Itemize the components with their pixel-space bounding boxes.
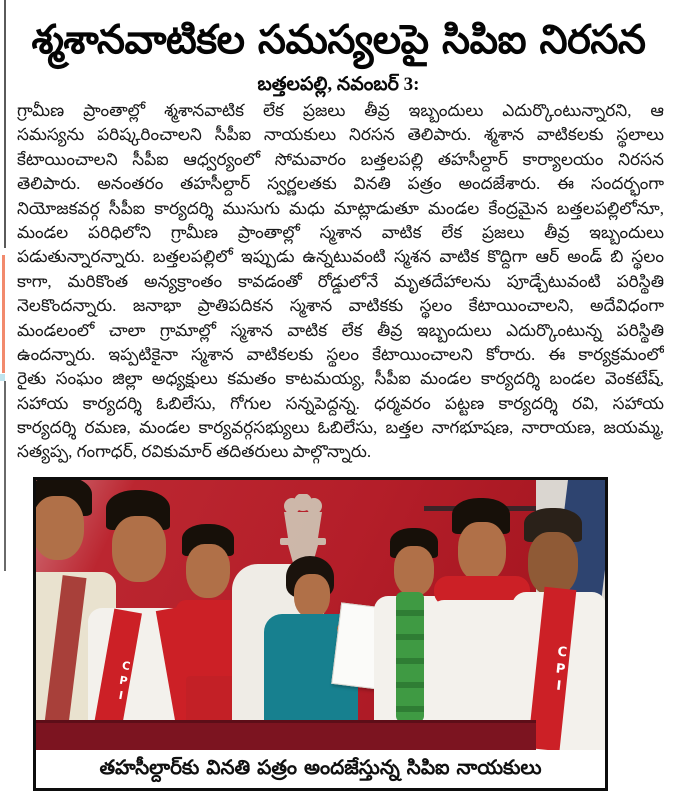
body-line: నియోజకవర్గ సీపీఐ కార్యదర్శి ముసుగు మధు మాట్లాడుతూ మండల కేంద్రమైన బత్తలపల్లిలోనూ,	[17, 198, 664, 218]
news-photo	[36, 480, 605, 750]
tahsildar-face	[294, 574, 330, 618]
body-line: రైతు సంఘం జిల్లా అధ్యక్షులు కమతం కాటమయ్య, సీపీఐ మండల కార్యదర్శి బండల వెంకటేష్,	[17, 369, 664, 389]
body-line: కేటాయించాలని సీపీఐ ఆధ్వర్యంలో సోమవారం బత్తలపల్లి తహసీల్దార్ కార్యాలయం నిరసన	[17, 149, 664, 169]
body-line: గ్రామీణ ప్రాంతాల్లో శ్మశానవాటిక లేక ప్రజలు తీవ్ర ఇబ్బందులు ఎదుర్కొంటున్నారని, ఆ	[17, 101, 664, 120]
person-face	[186, 544, 230, 598]
body-line: సహాయ కార్యదర్శి ఓబిలేసు, గోగుల సన్నపెద్దన్న. ధర్మవరం పట్టణ కార్యదర్శి రవి, సహాయ	[17, 393, 664, 413]
news-photo-frame	[33, 477, 608, 791]
scan-edge-color-strip	[2, 255, 5, 373]
scan-edge-blue-mark	[0, 374, 5, 381]
article-body	[17, 99, 664, 465]
body-line: నెలకొందన్నారు. జనాభా ప్రాతిపదికన స్మశాన వాటికకు స్థలం కేటాయించాలని, అదేవిధంగా	[17, 296, 664, 316]
body-line: తెలిపారు. అనంతరం తహసీల్దార్ స్వర్ణలతకు వినతి పత్రం అందజేశారు. ఈ సందర్భంగా	[17, 174, 664, 194]
scan-edge-line-bottom	[4, 381, 6, 571]
body-line: సత్యప్ప, గంగాధర్, రవికుమార్ తదితరులు పాల్గొన్నారు.	[17, 442, 372, 462]
article-dateline: బత్తలపల్లి, నవంబర్ 3:	[257, 74, 420, 95]
body-line: సమస్యను పరిష్కరించాలని సీపీఐ నాయకులు నిరసన తెలిపారు. శ్మశాన వాటికలకు స్థలాలు	[17, 125, 664, 145]
cpi-sash: CPI	[90, 609, 142, 750]
body-line: ఉందన్నారు. ఇప్పటికైనా స్మశాన వాటికలకు స్థలం కేటాయించాలని కోరారు. ఈ కార్యక్రమంలో	[17, 344, 664, 364]
body-line: కాగా, మరికొంత అన్యక్రాంతం కావడంతో రోడ్డులోనే మృతదేహాలను పూడ్చేటువంటి పరిస్థితి	[17, 271, 664, 291]
article-headline: శ్మశానవాటికల సమస్యలపై సిపిఐ నిరసన	[31, 16, 646, 63]
person-face	[394, 546, 434, 596]
office-desk	[36, 723, 536, 750]
body-line: పడుతున్నారన్నారు. బత్తలపల్లిలో ఇప్పుడు ఉన్నటువంటి స్మశన వాటిక కొద్దిగా ఆర్ అండ్ బి స్థలం	[17, 247, 664, 267]
person-face	[112, 516, 166, 582]
cpi-sash: CPI	[528, 587, 577, 750]
cpi-scarf	[176, 600, 240, 684]
person-face	[528, 532, 578, 596]
person-face	[36, 496, 84, 560]
photo-caption-band	[36, 750, 605, 788]
photo-caption: తహసీల్దార్‌కు వినతి పత్రం అందజేస్తున్న సిపిఐ నాయకులు	[99, 754, 542, 779]
green-scarf	[396, 592, 424, 722]
person-face	[458, 522, 506, 582]
scan-edge-line-top	[4, 0, 6, 248]
body-line: మండలంలో చాలా గ్రామాల్లో స్మశాన వాటిక లేక తీవ్ర ఇబ్బందులు ఎదుర్కొంటున్న పరిస్థితి	[17, 320, 664, 340]
body-line: మండల పరిధిలోని గ్రామీణ ప్రాంతాల్లో స్మశాన వాటిక లేక ప్రజలు తీవ్ర ఇబ్బందులు	[17, 222, 664, 242]
body-line: కార్యదర్శి రమణ, మండల కార్యవర్గసభ్యులు ఓబిలేసు, బత్తల నాగభూషణ, నారాయణ, జయమ్మ,	[17, 418, 664, 438]
